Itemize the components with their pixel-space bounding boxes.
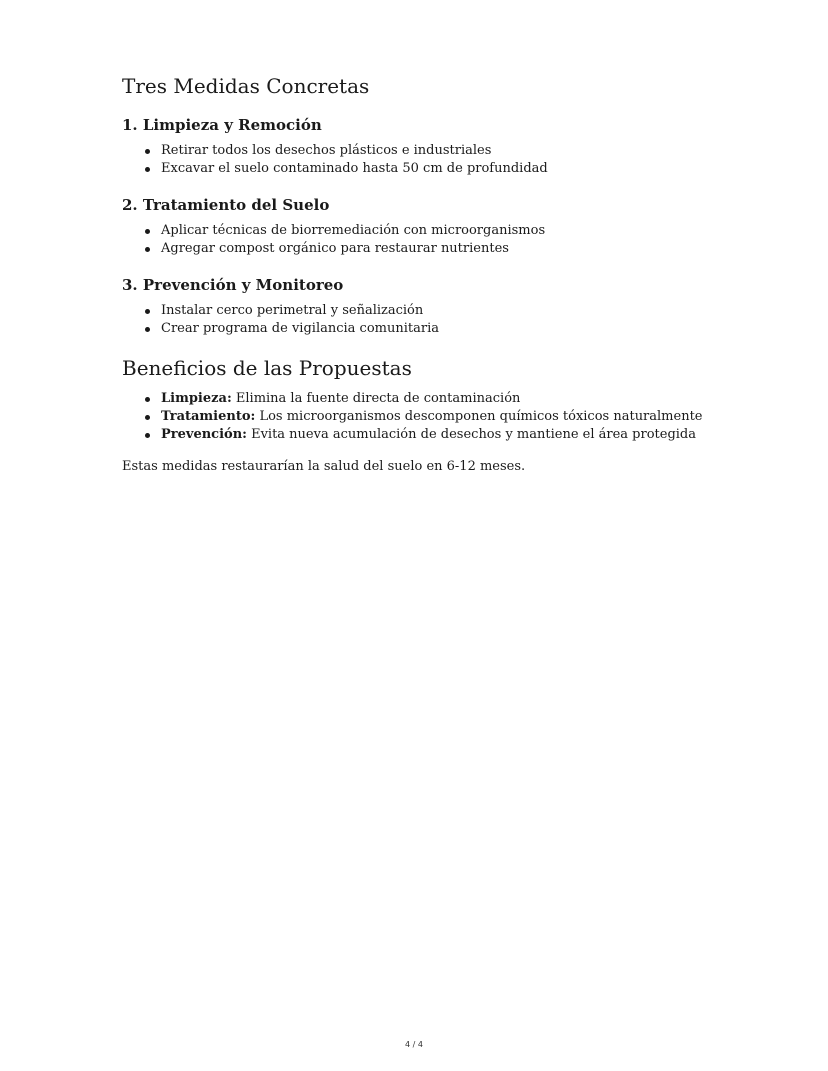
list-item <box>144 320 722 338</box>
bullet-list-cleanup <box>122 142 722 178</box>
list-item <box>144 390 722 408</box>
page-number: 4 / 4 <box>405 1040 423 1049</box>
bullet-icon <box>145 327 150 332</box>
bullet-list-prevention <box>122 302 722 338</box>
list-item <box>144 222 722 240</box>
list-item <box>144 302 722 320</box>
benefit-text: Evita nueva acumulación de desechos y mantiene el área protegida <box>246 427 696 442</box>
list-item-text: Agregar compost orgánico para restaurar nutrientes <box>161 241 509 256</box>
bullet-icon <box>145 229 150 234</box>
section-title-benefits: Beneficios de las Propuestas <box>122 356 412 380</box>
list-item <box>144 142 722 160</box>
bullet-list-benefits <box>122 390 722 444</box>
bullet-icon <box>145 247 150 252</box>
subsection-heading-prevention: 3. Prevención y Monitoreo <box>122 276 344 294</box>
bullet-icon <box>145 149 150 154</box>
benefit-text: Los microorganismos descomponen químicos tóxicos naturalmente <box>255 409 703 424</box>
benefit-label: Prevención: <box>161 427 247 442</box>
subsection-heading-soil-treatment: 2. Tratamiento del Suelo <box>122 196 330 214</box>
subsection-heading-cleanup: 1. Limpieza y Remoción <box>122 116 322 134</box>
bullet-list-soil-treatment <box>122 222 722 258</box>
bullet-icon <box>145 309 150 314</box>
closing-paragraph: Estas medidas restaurarían la salud del suelo en 6-12 meses. <box>122 459 526 474</box>
benefit-label: Tratamiento: <box>161 409 256 424</box>
page-content <box>122 72 722 476</box>
bullet-icon <box>145 167 150 172</box>
list-item-text: Excavar el suelo contaminado hasta 50 cm de profundidad <box>161 161 548 176</box>
list-item <box>144 426 722 444</box>
list-item <box>144 408 722 426</box>
list-item-text: Instalar cerco perimetral y señalización <box>161 303 424 318</box>
benefit-label: Limpieza: <box>161 391 232 406</box>
bullet-icon <box>145 415 150 420</box>
list-item <box>144 160 722 178</box>
bullet-icon <box>145 433 150 438</box>
bullet-icon <box>145 397 150 402</box>
benefit-text: Elimina la fuente directa de contaminación <box>231 391 521 406</box>
section-title-measures: Tres Medidas Concretas <box>122 74 370 98</box>
list-item-text: Aplicar técnicas de biorremediación con microorganismos <box>161 223 546 238</box>
list-item <box>144 240 722 258</box>
list-item-text: Crear programa de vigilancia comunitaria <box>161 321 439 336</box>
list-item-text: Retirar todos los desechos plásticos e industriales <box>161 143 492 158</box>
